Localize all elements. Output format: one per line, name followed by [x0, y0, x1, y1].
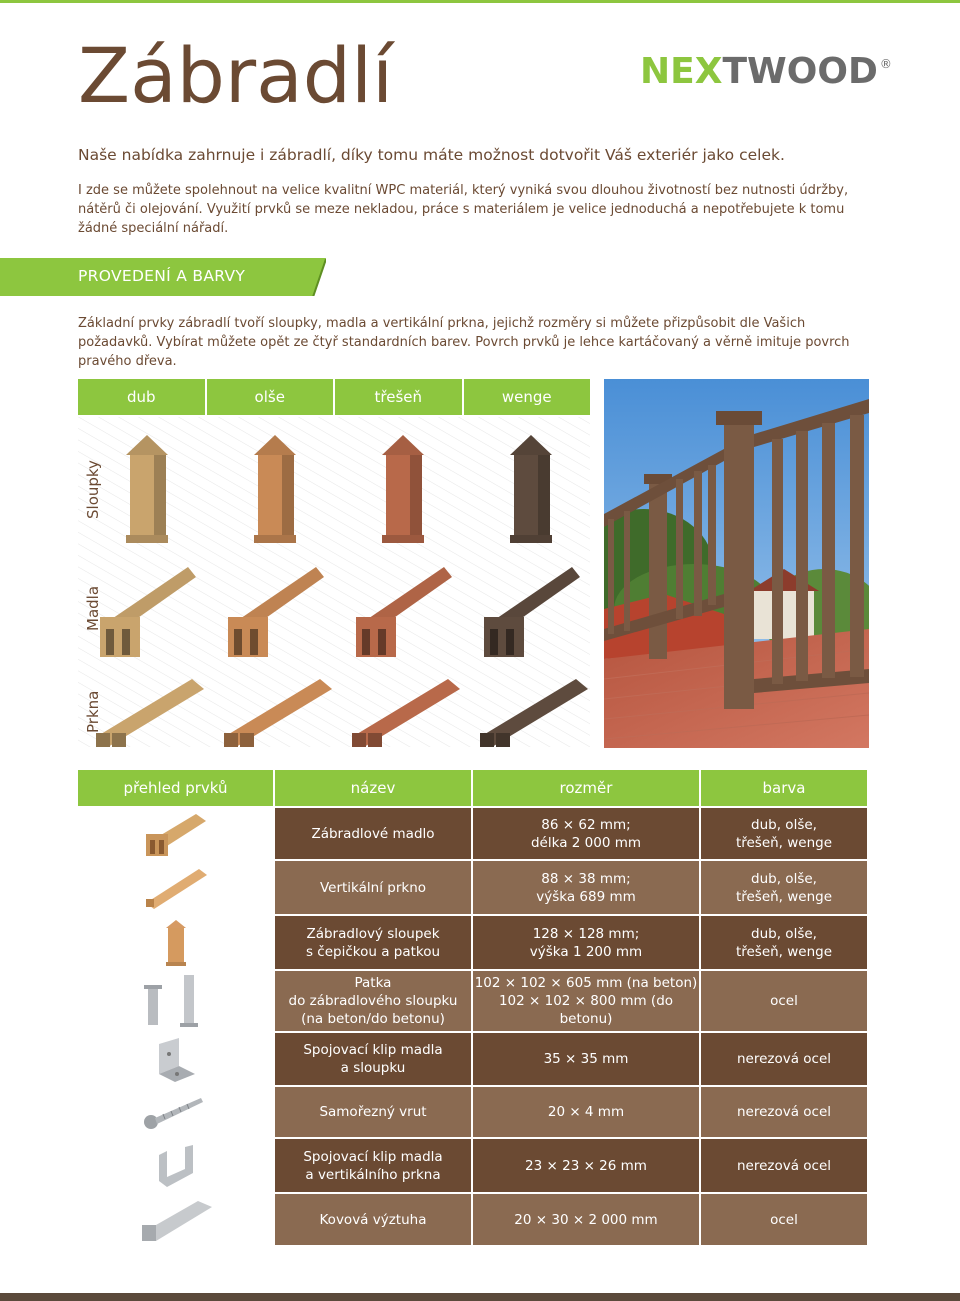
- cell-color: ocel: [701, 1194, 867, 1245]
- color-header-wenge: wenge: [464, 379, 591, 415]
- handrail-icon: [78, 808, 273, 859]
- row-label-madla: Madla: [84, 585, 102, 631]
- cell-name: Zábradlový sloupek s čepičkou a patkou: [275, 916, 471, 969]
- post-swatch-3: [514, 455, 538, 535]
- angle-clip-icon: [78, 1033, 273, 1085]
- color-header-tresen: třešeň: [335, 379, 462, 415]
- cell-name: Vertikální prkno: [275, 861, 471, 914]
- post-swatch-2: [386, 455, 410, 535]
- table-row: [78, 861, 869, 914]
- railing-photo: [604, 379, 869, 748]
- cell-name: Spojovací klip madla a sloupku: [275, 1033, 471, 1085]
- section-text: Základní prvky zábradlí tvoří sloupky, madla a vertikální prkna, jejichž rozměry si můžete přizpůsobit dle Vašich požadavků. Vybírat můžete opět ze čtyř standardních barev. Povrch prvků je lehce kartáčovaný a věrně imituje povrch pravého dřeva.: [78, 316, 850, 369]
- cell-size: 35 × 35 mm: [473, 1033, 699, 1085]
- table-row: [78, 808, 869, 859]
- brand-logo: NEXTWOOD ®: [640, 51, 892, 92]
- section-heading-band: [0, 258, 326, 296]
- cell-color: nerezová ocel: [701, 1033, 867, 1085]
- cell-color: nerezová ocel: [701, 1139, 867, 1192]
- color-swatch-grid: [78, 379, 590, 747]
- color-header-row: [78, 379, 590, 415]
- post-swatch-1: [258, 455, 282, 535]
- header-size: rozměr: [473, 770, 699, 806]
- cell-color: ocel: [701, 971, 867, 1031]
- cell-name: Spojovací klip madla a vertikálního prkna: [275, 1139, 471, 1192]
- table-row: [78, 1087, 869, 1137]
- page-title: Zábradlí: [78, 31, 394, 120]
- cell-color: dub, olše, třešeň, wenge: [701, 808, 867, 859]
- color-header-dub: dub: [78, 379, 205, 415]
- cell-name: Samořezný vrut: [275, 1087, 471, 1137]
- color-header-olse: olše: [207, 379, 334, 415]
- table-row: [78, 1194, 869, 1245]
- cell-size: 86 × 62 mm; délka 2 000 mm: [473, 808, 699, 859]
- table-row: [78, 1139, 869, 1192]
- cell-color: nerezová ocel: [701, 1087, 867, 1137]
- table-row: [78, 971, 869, 1031]
- top-rule: [0, 0, 960, 3]
- cell-color: dub, olše, třešeň, wenge: [701, 861, 867, 914]
- cell-size: 20 × 30 × 2 000 mm: [473, 1194, 699, 1245]
- header-overview: přehled prvků: [78, 770, 273, 806]
- cell-name: Patka do zábradlového sloupku (na beton/do betonu): [275, 971, 471, 1031]
- lead-text: Naše nabídka zahrnuje i zábradlí, díky tomu máte možnost dotvořit Váš exteriér jako celek.: [78, 146, 785, 164]
- u-clip-icon: [78, 1139, 273, 1192]
- table-row: [78, 916, 869, 969]
- screw-icon: [78, 1087, 273, 1137]
- table-body: [78, 808, 869, 1245]
- cell-size: 128 × 128 mm; výška 1 200 mm: [473, 916, 699, 969]
- table-row: [78, 1033, 869, 1085]
- post-icon: [78, 916, 273, 969]
- cell-name: Kovová výztuha: [275, 1194, 471, 1245]
- cell-size: 88 × 38 mm; výška 689 mm: [473, 861, 699, 914]
- cell-size: 23 × 23 × 26 mm: [473, 1139, 699, 1192]
- section-heading: PROVEDENÍ A BARVY: [78, 267, 246, 285]
- steel-profile-icon: [78, 1194, 273, 1245]
- cell-color: dub, olše, třešeň, wenge: [701, 916, 867, 969]
- table-header: [78, 770, 869, 806]
- baluster-board-icon: [78, 861, 273, 914]
- post-anchor-icon: [78, 971, 273, 1031]
- intro-text: I zde se můžete spolehnout na velice kvalitní WPC materiál, který vyniká svou dlouhou životností bez nutnosti údržby, nátěrů či olejování. Využití prvků se meze nekladou, práce s materiálem je velice jednoduchá a nepotřebujete k tomu žádné speciální nářadí.: [78, 183, 849, 236]
- cell-size: 20 × 4 mm: [473, 1087, 699, 1137]
- bottom-rule: [0, 1293, 960, 1301]
- post-swatch-0: [130, 455, 154, 535]
- row-label-prkna: Prkna: [84, 690, 102, 733]
- swatch-illustrations: [78, 417, 590, 747]
- row-label-sloupky: Sloupky: [84, 460, 102, 519]
- header-color: barva: [701, 770, 867, 806]
- elements-table: [78, 770, 869, 1247]
- cell-name: Zábradlové madlo: [275, 808, 471, 859]
- cell-size: 102 × 102 × 605 mm (na beton) 102 × 102 × 800 mm (do betonu): [473, 971, 699, 1031]
- header-name: název: [275, 770, 471, 806]
